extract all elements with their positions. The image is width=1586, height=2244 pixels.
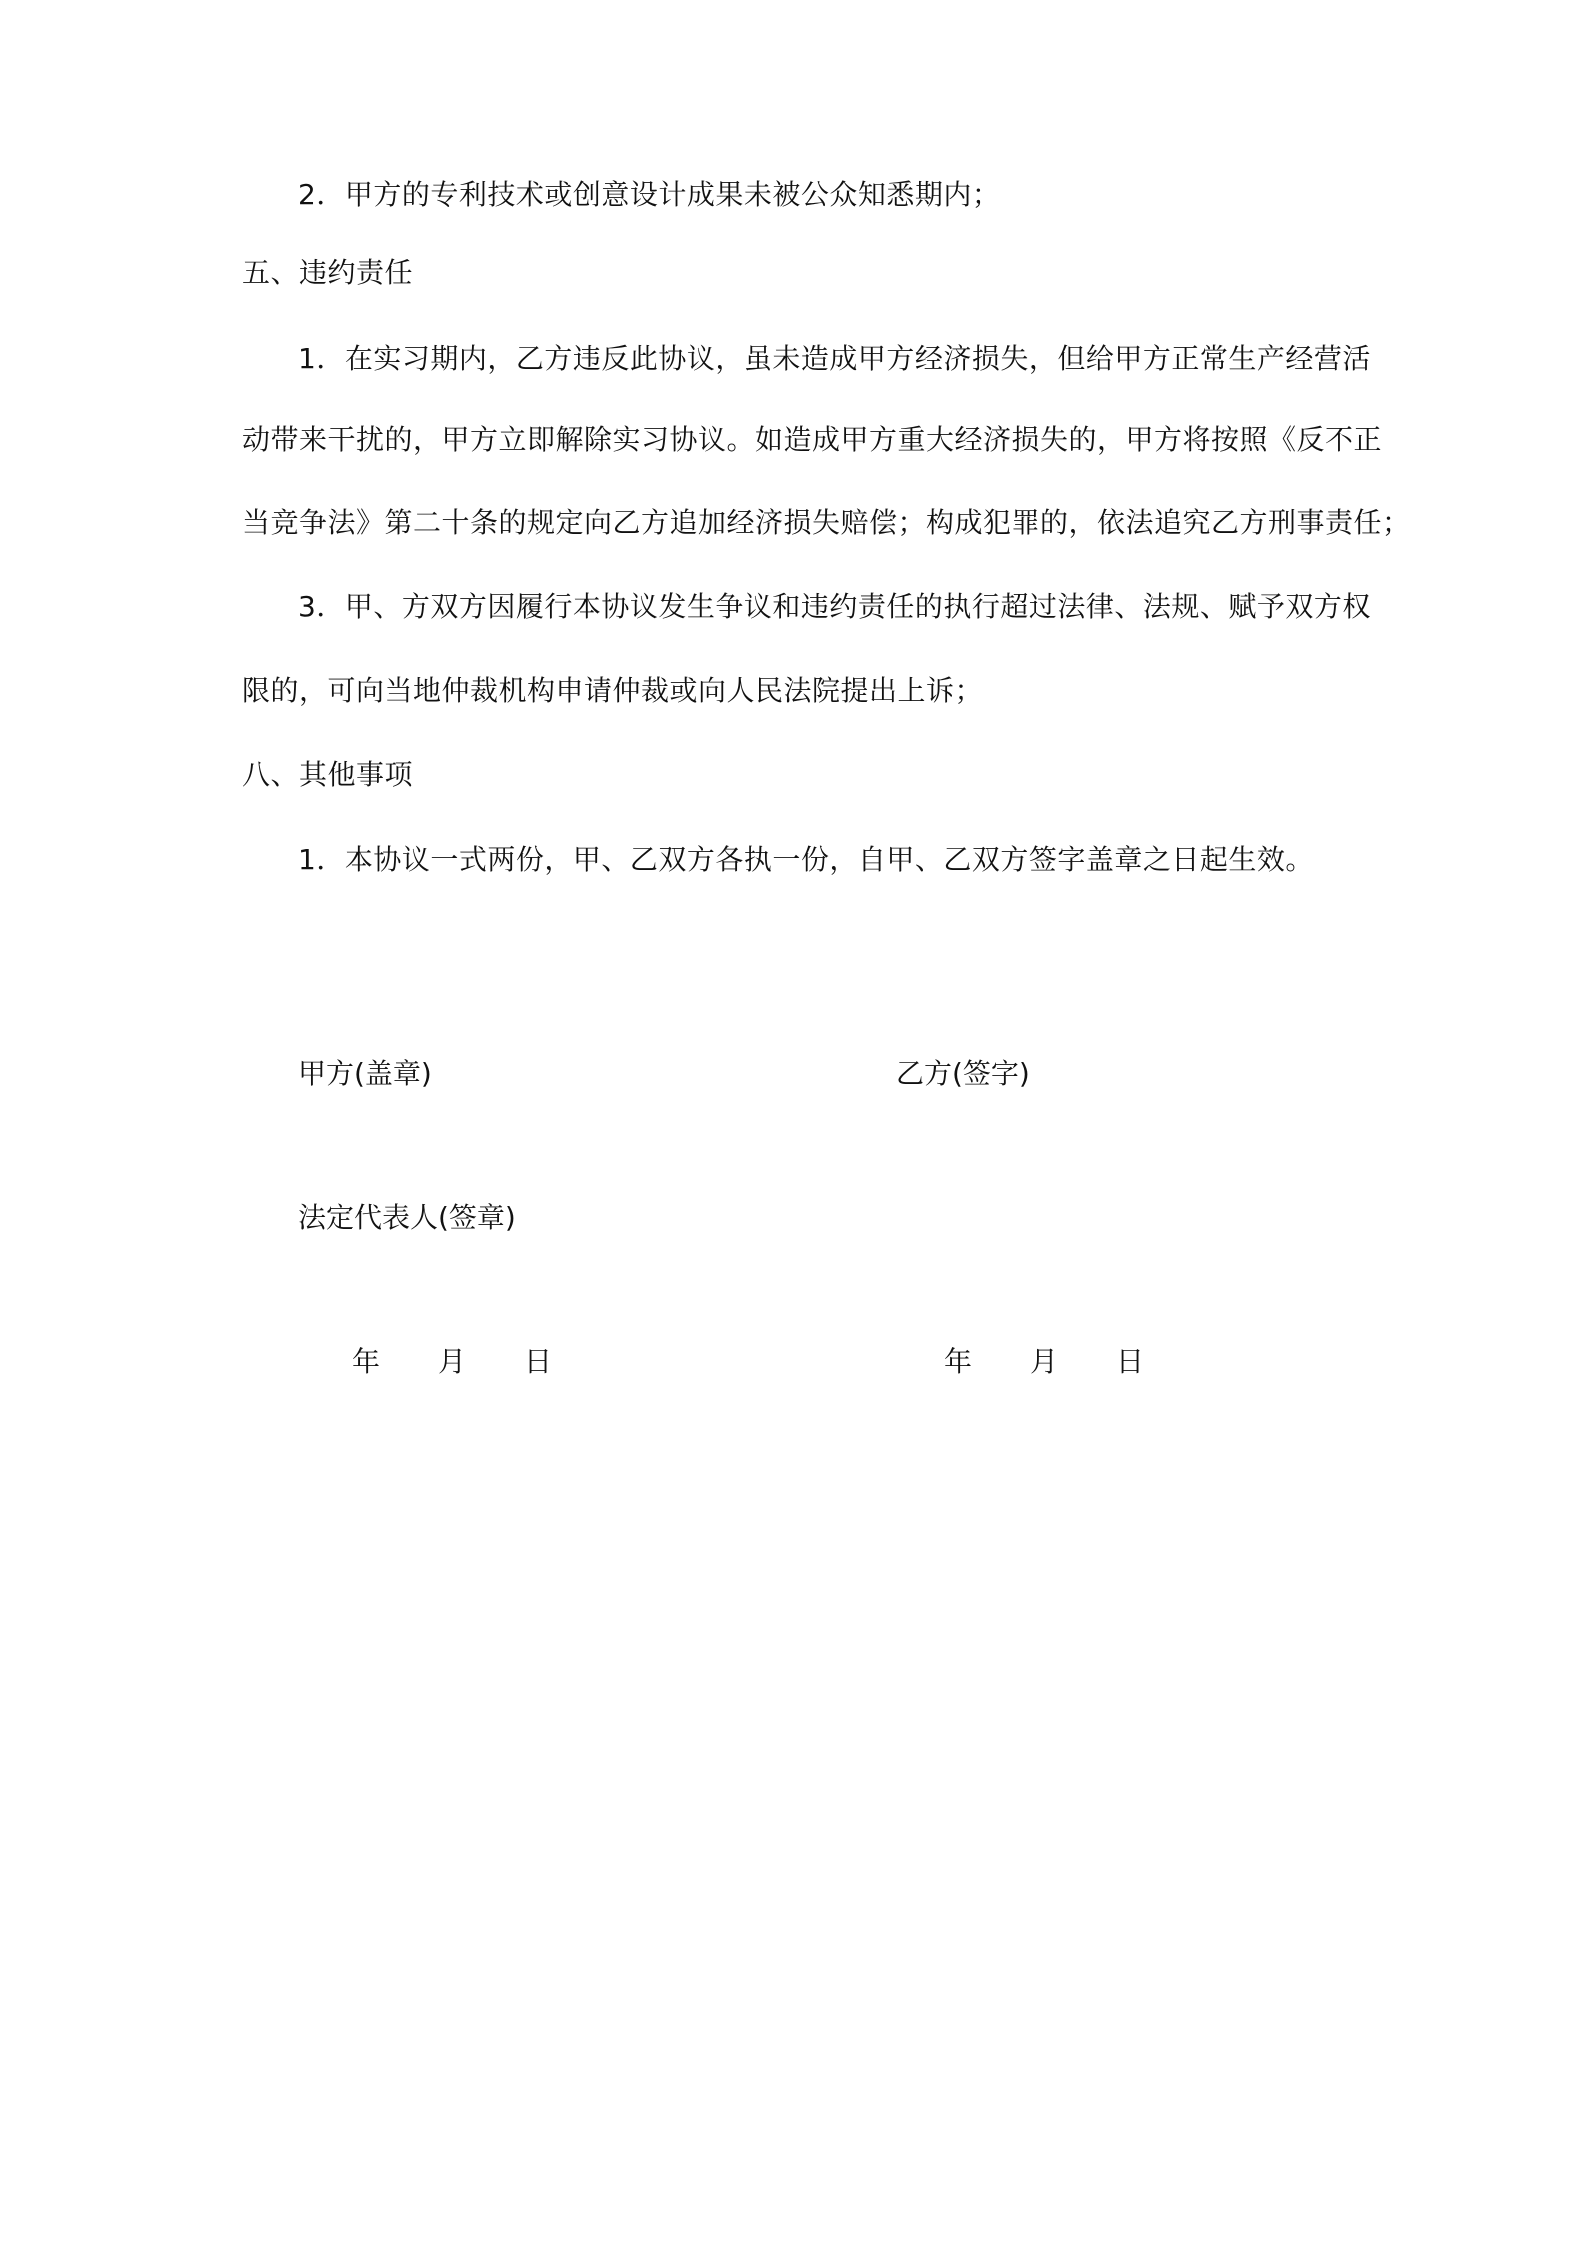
paragraph-dispute-line-1: 3．甲、方双方因履行本协议发生争议和违约责任的执行超过法律、法规、赋予双方权 xyxy=(298,590,1371,623)
date-month-label: 月 xyxy=(438,1345,467,1378)
section-heading-breach: 五、违约责任 xyxy=(242,256,414,289)
date-year-label: 年 xyxy=(944,1345,973,1378)
date-line-party-a xyxy=(352,1342,552,1382)
date-month-label: 月 xyxy=(1030,1345,1059,1378)
date-line-party-b xyxy=(944,1342,1144,1382)
date-year-label: 年 xyxy=(352,1345,381,1378)
paragraph-breach-line-2: 动带来干扰的，甲方立即解除实习协议。如造成甲方重大经济损失的，甲方将按照《反不正 xyxy=(242,423,1383,456)
paragraph-item-2-patent: 2．甲方的专利技术或创意设计成果未被公众知悉期内； xyxy=(298,178,1001,211)
paragraph-copies: 1．本协议一式两份，甲、乙双方各执一份，自甲、乙双方签字盖章之日起生效。 xyxy=(298,843,1314,876)
party-a-seal-label: 甲方(盖章) xyxy=(298,1057,432,1090)
party-b-signature-label: 乙方(签字) xyxy=(896,1057,1030,1090)
paragraph-breach-line-3: 当竞争法》第二十条的规定向乙方追加经济损失赔偿；构成犯罪的，依法追究乙方刑事责任； xyxy=(242,506,1411,539)
paragraph-dispute-line-2: 限的，可向当地仲裁机构申请仲裁或向人民法院提出上诉； xyxy=(242,674,984,707)
date-day-label: 日 xyxy=(524,1345,553,1378)
paragraph-breach-line-1: 1．在实习期内，乙方违反此协议，虽未造成甲方经济损失，但给甲方正常生产经营活 xyxy=(298,342,1371,375)
date-day-label: 日 xyxy=(1116,1345,1145,1378)
section-heading-other: 八、其他事项 xyxy=(242,758,414,791)
legal-representative-label: 法定代表人(签章) xyxy=(298,1201,516,1234)
